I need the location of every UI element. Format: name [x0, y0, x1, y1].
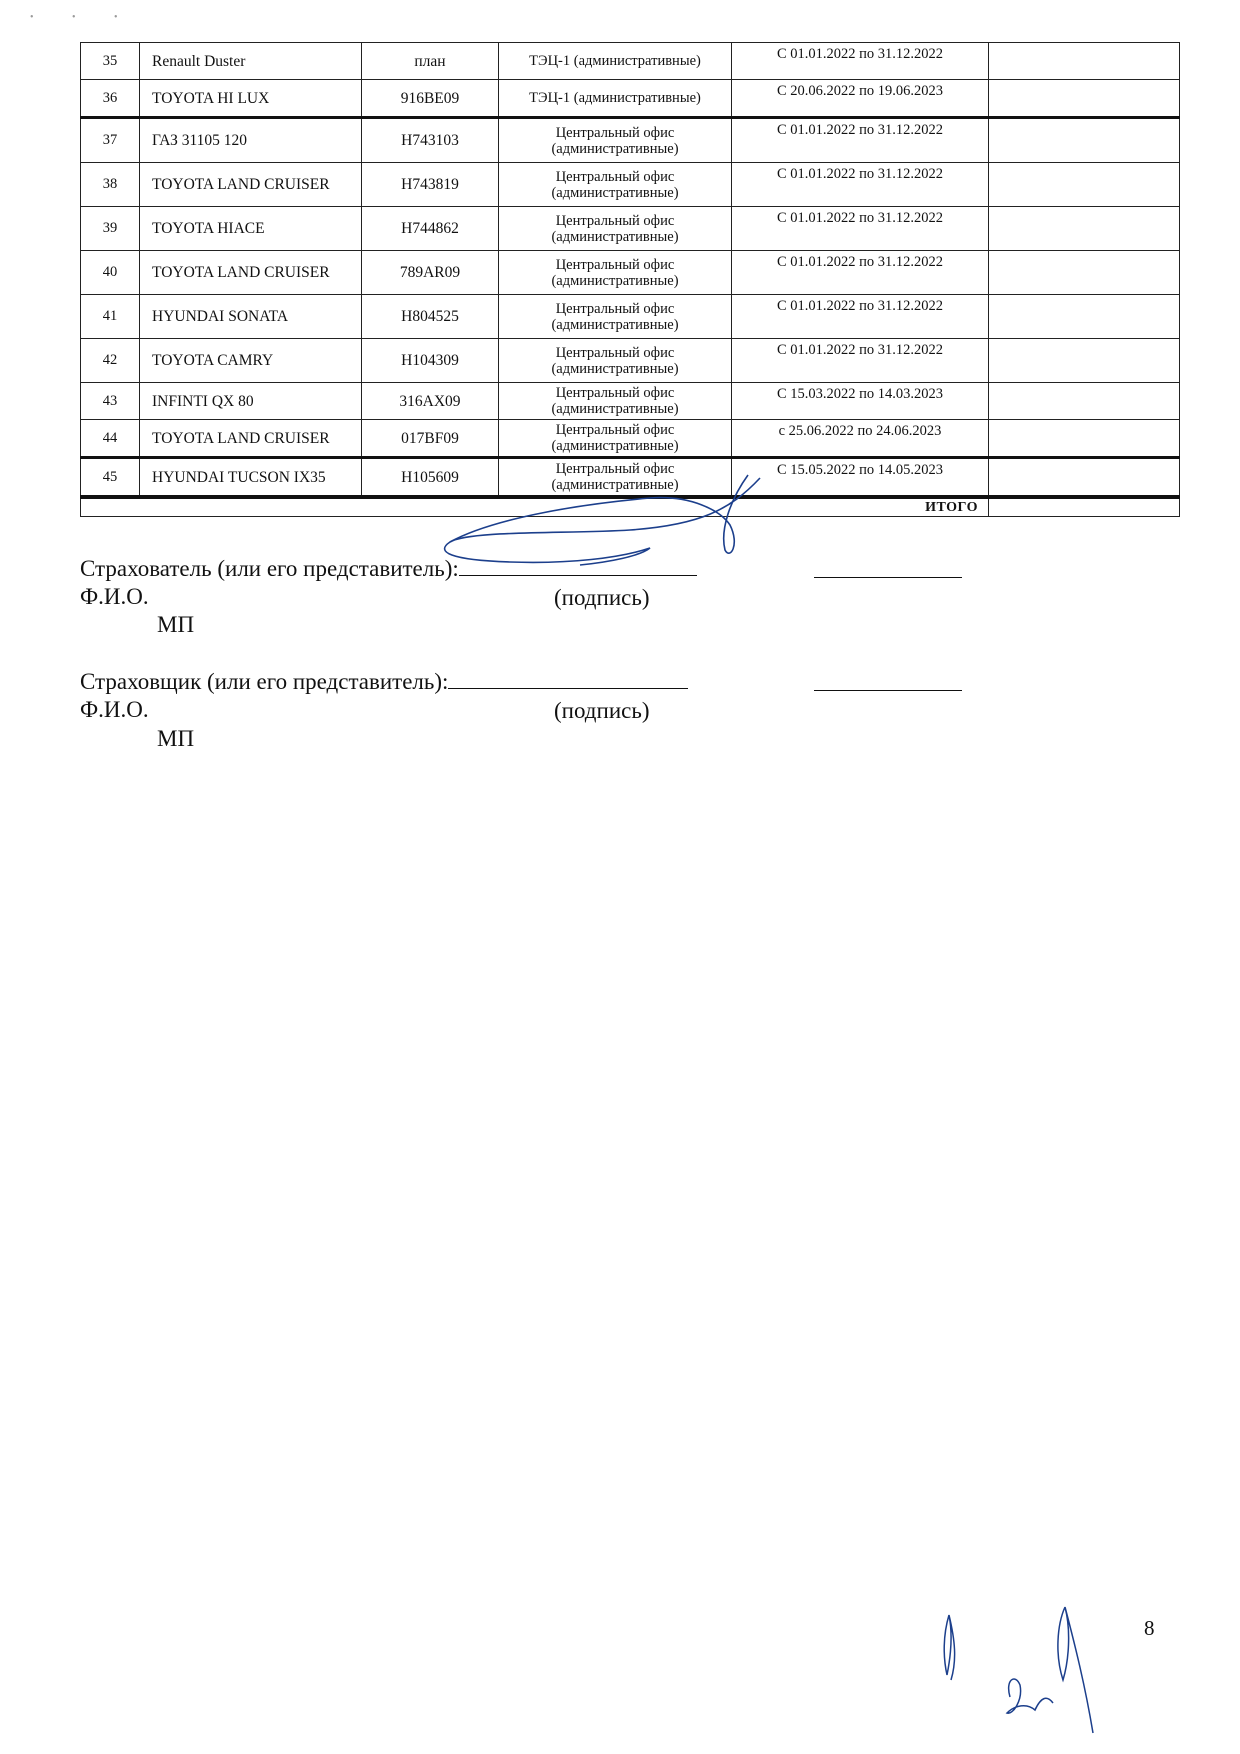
usage-line-1: Центральный офис — [555, 256, 675, 273]
row-number: 39 — [81, 207, 140, 251]
table-row — [81, 118, 1180, 163]
usage-line-2: (административные) — [551, 228, 679, 245]
table-row — [81, 163, 1180, 207]
usage-line-2: (административные) — [551, 477, 679, 493]
usage-cell — [499, 80, 732, 118]
registration-number: план — [362, 43, 499, 80]
insured-signature-field[interactable] — [459, 555, 697, 576]
usage-cell — [499, 163, 732, 207]
insured-fio: Ф.И.О. — [80, 584, 149, 609]
registration-number: H804525 — [362, 295, 499, 339]
insured-label: Страхователь (или его представитель): — [80, 556, 459, 581]
amount-cell — [989, 420, 1180, 458]
row-number: 37 — [81, 118, 140, 163]
vehicle-model: ГАЗ 31105 120 — [140, 118, 362, 163]
page-number: 8 — [1144, 1616, 1155, 1640]
usage-cell — [499, 251, 732, 295]
usage-cell — [499, 43, 732, 80]
vehicle-model: TOYOTA LAND CRUISER — [140, 420, 362, 458]
insurer-stamp: МП — [157, 726, 195, 751]
vehicle-model: TOYOTA LAND CRUISER — [140, 163, 362, 207]
amount-cell — [989, 43, 1180, 80]
row-number: 42 — [81, 339, 140, 383]
total-label: ИТОГО — [81, 497, 989, 517]
table-row — [81, 339, 1180, 383]
insurer-label: Страховщик (или его представитель): — [80, 669, 449, 694]
registration-number: 316AX09 — [362, 383, 499, 420]
row-number: 43 — [81, 383, 140, 420]
usage-line-1: ТЭЦ-1 (административные) — [529, 53, 701, 69]
row-number: 38 — [81, 163, 140, 207]
usage-line-1: Центральный офис — [555, 344, 675, 361]
usage-line-1: Центральный офис — [555, 461, 675, 477]
table-row — [81, 80, 1180, 118]
usage-cell — [499, 118, 732, 163]
insurance-period: С 01.01.2022 по 31.12.2022 — [732, 207, 989, 251]
vehicle-table — [80, 42, 1179, 517]
vehicle-model: HYUNDAI TUCSON IX35 — [140, 458, 362, 498]
insurer-signature-field[interactable] — [448, 668, 688, 689]
usage-cell — [499, 295, 732, 339]
registration-number: 017BF09 — [362, 420, 499, 458]
insurance-period: С 01.01.2022 по 31.12.2022 — [732, 43, 989, 80]
insurer-fio: Ф.И.О. — [80, 697, 149, 722]
table-row — [81, 383, 1180, 420]
table-row — [81, 295, 1180, 339]
registration-number: H744862 — [362, 207, 499, 251]
table-row — [81, 43, 1180, 80]
amount-cell — [989, 207, 1180, 251]
usage-cell — [499, 420, 732, 458]
usage-line-2: (административные) — [551, 140, 679, 157]
usage-line-2: (административные) — [551, 401, 679, 417]
vehicle-model: TOYOTA HI LUX — [140, 80, 362, 118]
usage-cell — [499, 339, 732, 383]
registration-number: H743819 — [362, 163, 499, 207]
registration-number: 789AR09 — [362, 251, 499, 295]
registration-number: H104309 — [362, 339, 499, 383]
table-row — [81, 420, 1180, 458]
insured-line — [80, 555, 697, 582]
insurance-period: С 20.06.2022 по 19.06.2023 — [732, 80, 989, 118]
usage-line-1: Центральный офис — [555, 422, 675, 438]
vehicle-model: Renault Duster — [140, 43, 362, 80]
usage-line-1: Центральный офис — [555, 300, 675, 317]
total-value — [989, 497, 1180, 517]
table-row — [81, 251, 1180, 295]
usage-line-1: ТЭЦ-1 (административные) — [529, 90, 701, 106]
vehicle-table-body — [81, 43, 1180, 517]
usage-line-1: Центральный офис — [555, 124, 675, 141]
registration-number: H743103 — [362, 118, 499, 163]
insurance-period: С 01.01.2022 по 31.12.2022 — [732, 118, 989, 163]
registration-number: H105609 — [362, 458, 499, 498]
usage-line-1: Центральный офис — [555, 212, 675, 229]
insurer-line — [80, 668, 688, 695]
amount-cell — [989, 339, 1180, 383]
usage-line-2: (административные) — [551, 438, 679, 454]
usage-line-1: Центральный офис — [555, 385, 675, 401]
page-initials — [935, 1585, 1135, 1735]
row-number: 36 — [81, 80, 140, 118]
table-row — [81, 207, 1180, 251]
vehicle-model: TOYOTA HIACE — [140, 207, 362, 251]
insurer-signature-caption: (подпись) — [554, 698, 650, 723]
insurance-period: С 15.05.2022 по 14.05.2023 — [732, 458, 989, 498]
amount-cell — [989, 163, 1180, 207]
registration-number: 916BE09 — [362, 80, 499, 118]
usage-line-2: (административные) — [551, 184, 679, 201]
amount-cell — [989, 295, 1180, 339]
insurance-period: С 01.01.2022 по 31.12.2022 — [732, 339, 989, 383]
insurance-period: С 01.01.2022 по 31.12.2022 — [732, 163, 989, 207]
insurance-period: С 01.01.2022 по 31.12.2022 — [732, 295, 989, 339]
amount-cell — [989, 458, 1180, 498]
amount-cell — [989, 383, 1180, 420]
row-number: 44 — [81, 420, 140, 458]
amount-cell — [989, 118, 1180, 163]
insurance-period: С 01.01.2022 по 31.12.2022 — [732, 251, 989, 295]
insured-date-line[interactable] — [814, 577, 962, 578]
usage-line-2: (административные) — [551, 272, 679, 289]
usage-line-2: (административные) — [551, 316, 679, 333]
insurance-period: с 25.06.2022 по 24.06.2023 — [732, 420, 989, 458]
row-number: 41 — [81, 295, 140, 339]
amount-cell — [989, 80, 1180, 118]
vehicle-model: INFINTI QX 80 — [140, 383, 362, 420]
row-number: 45 — [81, 458, 140, 498]
usage-cell — [499, 207, 732, 251]
amount-cell — [989, 251, 1180, 295]
row-number: 40 — [81, 251, 140, 295]
vehicle-model: TOYOTA LAND CRUISER — [140, 251, 362, 295]
vehicle-model: TOYOTA CAMRY — [140, 339, 362, 383]
vehicle-model: HYUNDAI SONATA — [140, 295, 362, 339]
insurance-period: С 15.03.2022 по 14.03.2023 — [732, 383, 989, 420]
usage-line-1: Центральный офис — [555, 168, 675, 185]
scan-mark: • • • — [30, 12, 136, 23]
row-number: 35 — [81, 43, 140, 80]
insured-stamp: МП — [157, 612, 195, 637]
usage-cell — [499, 383, 732, 420]
usage-line-2: (административные) — [551, 360, 679, 377]
insured-signature-caption: (подпись) — [554, 585, 650, 610]
insurer-date-line[interactable] — [814, 690, 962, 691]
